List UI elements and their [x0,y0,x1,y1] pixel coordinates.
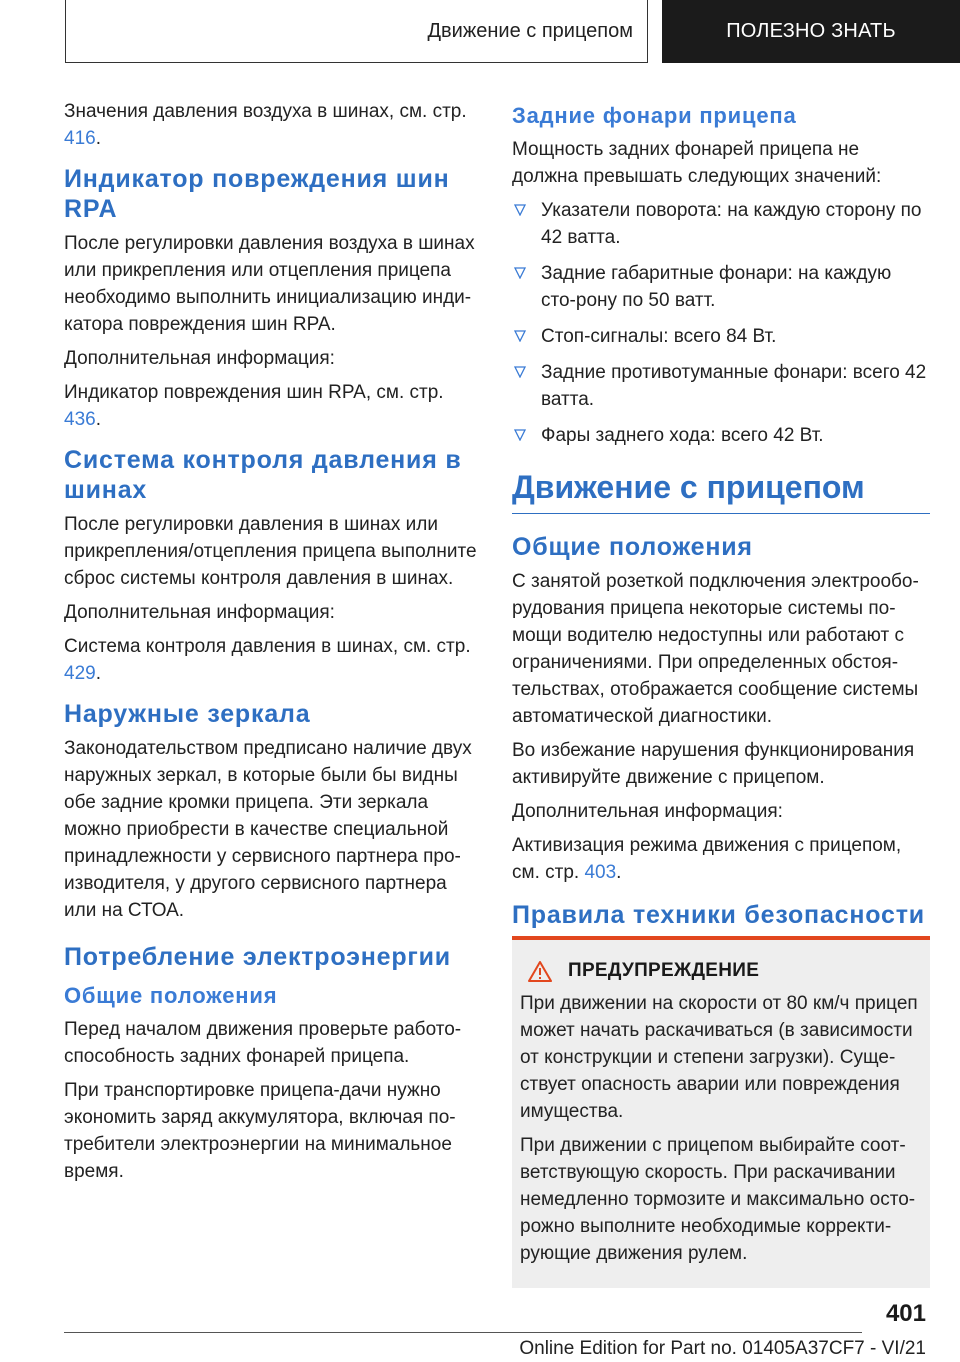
heading-general-left: Общие положения [64,983,278,1008]
general-paragraph-2: Во избежание нарушения функционирования активируйте движение с прицепом. [512,740,915,788]
page-link-416[interactable]: 416 [64,128,96,149]
general-paragraph-1: С занятой розеткой подключения электрообо-рудования прицепа некоторые системы по-мощи водителю недоступны или работают с ограничениями. При определенных обстоя-тельствах, отображается сообщение системы автоматической диагностики. [512,571,919,727]
triangle-bullet-icon [514,366,526,378]
warning-header [520,960,920,982]
triangle-bullet-icon [514,204,526,216]
trailer-mode-ref: Активизация режима движения с прицепом, см. стр. 403. [512,835,902,883]
triangle-bullet-icon [514,429,526,441]
page-link-436[interactable]: 436 [64,409,96,430]
page-number: 401 [885,1300,926,1327]
page-link-429[interactable]: 429 [64,663,96,684]
tpms-more-info: Дополнительная информация: [64,602,335,623]
page-header [0,0,960,66]
category-tab[interactable] [662,0,960,63]
warning-triangle-icon [528,960,552,982]
heading-tail-lamps: Задние фонари прицепа [512,103,797,128]
triangle-bullet-icon [514,330,526,342]
power-paragraph-2: При транспортировке прицепа-дачи нужно экономить заряд аккумулятора, включая по-требители электроэнергии на минимальное время. [64,1080,456,1182]
category-tab-label: ПОЛЕЗНО ЗНАТЬ [726,20,896,42]
right-column [512,98,930,1288]
list-item: Стоп-сигналы: всего 84 Вт. [512,323,930,350]
warning-title: ПРЕДУПРЕЖДЕНИЕ [568,960,760,981]
list-item: Фары заднего хода: всего 42 Вт. [512,422,930,449]
left-column [64,98,482,1192]
general-more-info: Дополнительная информация: [512,801,783,822]
rpa-ref: Индикатор повреждения шин RPA, см. стр. 436. [64,382,444,430]
rpa-paragraph: После регулировки давления воздуха в шинах или прикрепления или отцепления прицепа необходимо выполнить инициализацию инди-катора повреждения шин RPA. [64,233,475,335]
heading-general-right: Общие положения [512,533,753,561]
tire-pressure-ref: Значения давления воздуха в шинах, см. стр. 416. [64,101,467,149]
warning-box [512,936,930,1288]
lamps-list [512,197,930,449]
footer-divider [64,1332,862,1333]
chapter-title-trailer: Движение с прицепом [512,467,930,514]
list-item: Указатели поворота: на каждую сторону по 42 ватта. [512,197,930,251]
mirrors-paragraph: Законодательством предписано наличие двух наружных зеркал, в которые были бы видны обе задние кромки прицепа. Эти зеркала можно приобрести в качестве специальной принадлежности у сервисного партнера про-изводителя, у другого сервисного партнера или на СТОА. [64,738,472,921]
triangle-bullet-icon [514,267,526,279]
lamps-paragraph: Мощность задних фонарей прицепа не должна превышать следующих значений: [512,139,882,187]
page-link-403[interactable]: 403 [584,862,617,883]
tpms-paragraph: После регулировки давления в шинах или прикрепления/отцепления прицепа выполните сброс системы контроля давления в шинах. [64,514,477,589]
list-item: Задние противотуманные фонари: всего 42 ватта. [512,359,930,413]
heading-tpms: Система контроля давления в шинах [64,446,462,504]
tpms-ref: Система контроля давления в шинах, см. стр. 429. [64,636,471,684]
warning-paragraph-1: При движении на скорости от 80 км/ч прицеп может начать раскачиваться (в зависимости от конструкции и степени загрузки). Суще-ствует опасность аварии или повреждения имущества. [520,993,918,1122]
heading-power: Потребление электроэнергии [64,943,451,971]
list-item: Задние габаритные фонари: на каждую сто-рону по 50 ватт. [512,260,930,314]
warning-paragraph-2: При движении с прицепом выбирайте соот-ветствующую скорость. При раскачивании немедленно тормозите и максимально осто-рожно выполните необходимые корректи-рующие движения рулем. [520,1135,916,1264]
heading-rpa: Индикатор повреждения шин RPA [64,165,450,223]
power-paragraph-1: Перед началом движения проверьте работо-способность задних фонарей прицепа. [64,1019,462,1067]
section-tab[interactable] [65,0,648,63]
heading-safety: Правила техники безопасности [512,901,925,929]
section-tab-label: Движение с прицепом [427,19,633,42]
footer-edition: Online Edition for Part no. 01405A37CF7 - VI/21 [519,1338,926,1359]
rpa-more-info: Дополнительная информация: [64,348,335,369]
heading-mirrors: Наружные зеркала [64,700,311,728]
